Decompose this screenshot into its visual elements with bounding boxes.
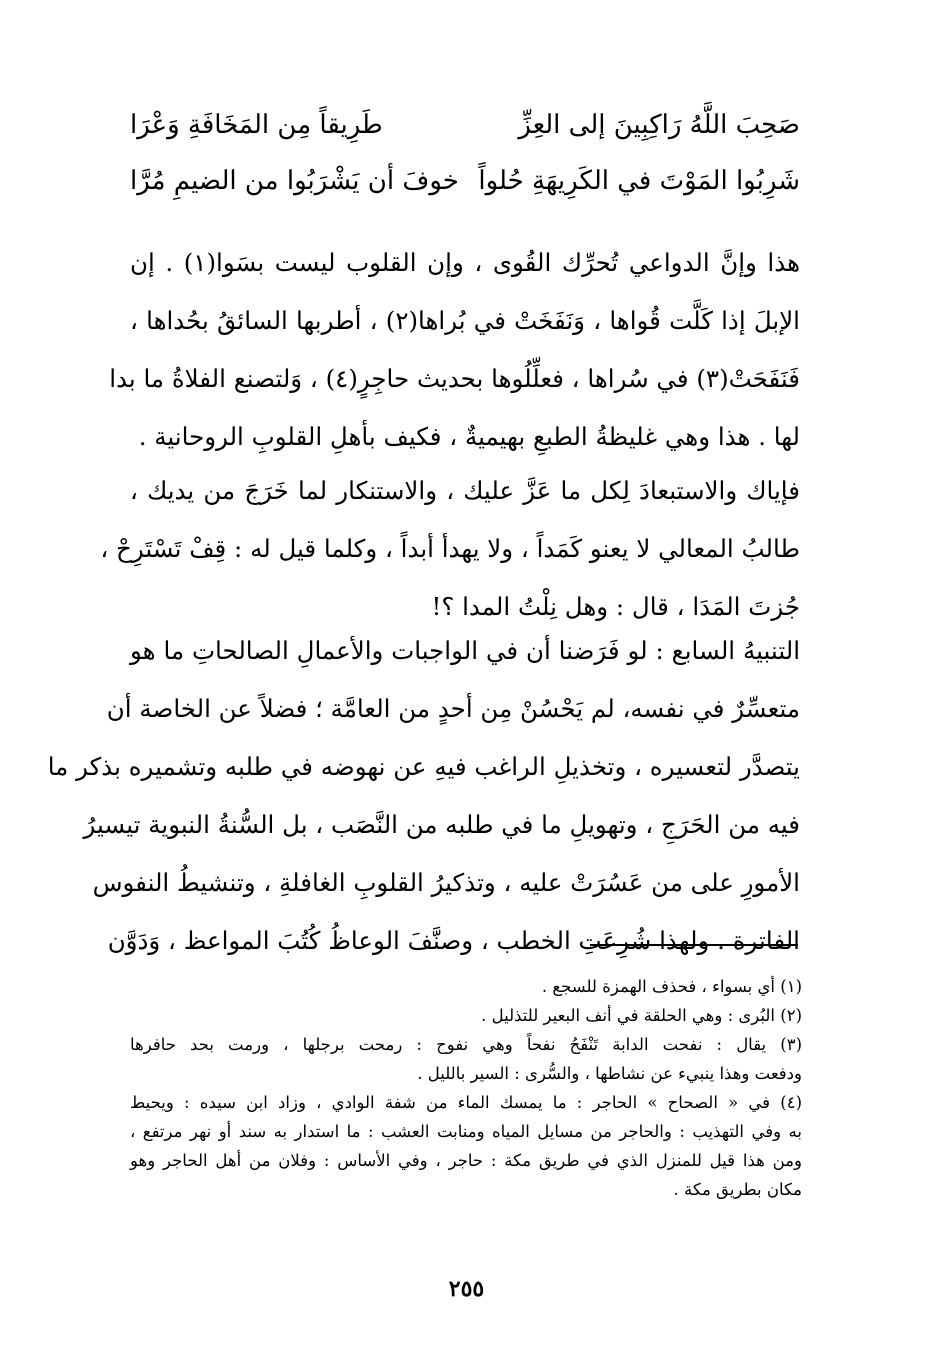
paragraph-1-line: فَنَفَحَتْ(٣) في سُراها ، فعلِّلُوها بحديث حاجِرٍ(٤) ، وَلتصنع الفلاةُ ما بدا xyxy=(109,364,800,393)
paragraph-1-line: لها . هذا وهي غليظةُ الطبعِ بهيميةٌ ، فكيف بأهلِ القلوبِ الروحانية . xyxy=(138,422,800,451)
verse-2-second-hemistich: خوفَ أن يَشْرَبُوا من الضيمِ مُرَّا xyxy=(130,166,459,196)
paragraph-3-line: التنبيهُ السابع : لو فَرَضنا أن في الواجبات والأعمالِ الصالحاتِ ما هو xyxy=(130,636,800,665)
paragraph-1-line: هذا وإنَّ الدواعي تُحرِّك القُوى ، وإن القلوب ليست بسَوا(١) . إن xyxy=(130,248,800,277)
verse-1-second-hemistich: طَرِيقاً مِن المَخَافَةِ وَعْرَا xyxy=(130,110,383,140)
paragraph-3-line: متعسِّرٌ في نفسه، لم يَحْسُنْ مِن أحدٍ من العامَّة ؛ فضلاً عن الخاصة أن xyxy=(106,694,800,723)
footnote-3-continued: ودفعت وهذا ينبيء عن نشاطها ، والسُّرى : السير بالليل . xyxy=(417,1064,802,1083)
poem-verse-1 xyxy=(130,110,800,140)
paragraph-1 xyxy=(109,234,800,466)
paragraph-3-line: الفاترة . ولهذا شُرِعَتِ الخطب ، وصنَّفَ الوعاظُ كُتُبَ المواعظ ، وَدَوَّن xyxy=(107,926,800,955)
footnote-4-continued: به وفي التهذيب : والحاجر من مسايل المياه ومنابت العشب : ما استدار به سند أو نهر مرتفع ، xyxy=(130,1122,802,1141)
paragraph-2-line: جُزتَ المَدَا ، قال : وهل نِلْتُ المدا ؟! xyxy=(431,592,800,621)
footnote-3: (٣) يقال : نفحت الدابة تَنْفَحُ نفحاً وهي نفوح : رمحت برجلها ، ورمت بحد حافرها xyxy=(130,1035,802,1054)
footnote-4-continued: مكان بطريق مكة . xyxy=(673,1180,802,1199)
poem-verse-2 xyxy=(130,166,800,196)
footnote-2: (٢) البُرى : وهي الحلقة في أنف البعير للتذليل . xyxy=(481,1006,802,1025)
paragraph-3-line: فيه من الحَرَجِ ، وتهويلِ ما في طلبه من النَّصَب ، بل السُّنةُ النبوية تيسيرُ xyxy=(83,810,800,839)
paragraph-2-line: فإياك والاستبعادَ لِكل ما عَزَّ عليك ، والاستنكار لما خَرَجَ من يديك ، xyxy=(130,476,800,505)
paragraph-1-line: الإبلَ إذا كَلَّت قُواها ، وَنَفَخَتْ في بُراها(٢) ، أطربها السائقُ بحُداها ، xyxy=(130,306,800,335)
footnote-4: (٤) في « الصحاح » الحاجر : ما يمسك الماء من شفة الوادي ، وزاد ابن سيده : ويحيط xyxy=(130,1093,802,1112)
footnotes xyxy=(130,972,802,1204)
footnote-separator xyxy=(590,944,798,946)
verse-1-first-hemistich: صَحِبَ اللَّهُ رَاكِبِينَ إلى العِزِّ xyxy=(518,110,800,140)
paragraph-3-line: الأمورِ على من عَسُرَتْ عليه ، وتذكيرُ القلوبِ الغافلةِ ، وتنشيطُ النفوس xyxy=(92,868,800,897)
page-number: ٢٥٥ xyxy=(448,1276,485,1302)
paragraph-3 xyxy=(47,622,800,970)
paragraph-3-line: يتصدَّر لتعسيره ، وتخذيلِ الراغب فيهِ عن نهوضه في طلبه وتشميره بذكر ما xyxy=(47,752,800,781)
footnote-4-continued: ومن هذا قيل للمنزل الذي في طريق مكة : حاجر ، وفي الأساس : وفلان من أهل الحاجر وهو xyxy=(130,1151,802,1170)
paragraph-2-line: طالبُ المعالي لا يعنو كَمَداً ، ولا يهدأ أبداً ، وكلما قيل له : قِفْ تَسْتَرِحْ ، xyxy=(100,534,800,563)
paragraph-2 xyxy=(100,462,800,636)
footnote-1: (١) أي بسواء ، فحذف الهمزة للسجع . xyxy=(541,977,802,996)
verse-2-first-hemistich: شَرِبُوا المَوْتَ في الكَرِيهَةِ حُلواً xyxy=(478,166,800,196)
